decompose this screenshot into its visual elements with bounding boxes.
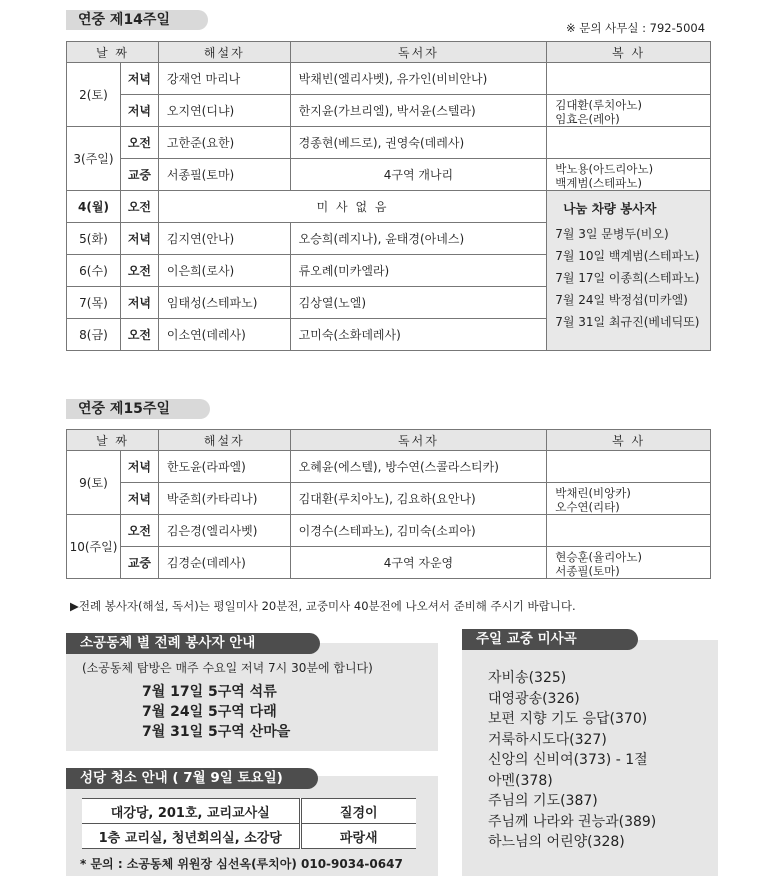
list-item: 하느님의 어린양(328) bbox=[488, 834, 625, 850]
list-item: 7월 3일 문병두(비오) bbox=[555, 227, 669, 241]
altar-cell bbox=[547, 63, 711, 95]
readers-cell: 고미숙(소화데레사) bbox=[290, 319, 547, 351]
cleaning-title: 성당 청소 안내 ( 7월 9일 토요일) bbox=[66, 768, 318, 789]
date-cell: 3(주일) bbox=[67, 127, 121, 191]
hymns-title: 주일 교중 미사곡 bbox=[462, 629, 638, 650]
community-subtitle: (소공동체 탐방은 매주 수요일 저녁 7시 30분에 합니다) bbox=[82, 661, 373, 675]
readers-cell: 한지윤(가브리엘), 박서윤(스텔라) bbox=[290, 95, 547, 127]
cleaning-group: 파랑새 bbox=[300, 824, 416, 849]
list-item: 거룩하시도다(327) bbox=[488, 731, 607, 748]
readers-cell: 오승희(레지나), 윤태경(아네스) bbox=[290, 223, 547, 255]
list-item: 7월 24일 박정섭(미카엘) bbox=[555, 293, 688, 307]
header-date: 날 짜 bbox=[67, 42, 159, 63]
altar-cell bbox=[547, 515, 711, 547]
table-row bbox=[67, 483, 711, 515]
header-altar: 복 사 bbox=[547, 430, 711, 451]
commentator-cell: 김지연(안나) bbox=[158, 223, 290, 255]
list-item: 주님께 나라와 권능과(389) bbox=[488, 813, 657, 830]
cleaning-place: 1층 교리실, 청년회의실, 소강당 bbox=[82, 824, 300, 849]
readers-cell: 김대환(루치아노), 김요하(요안나) bbox=[290, 483, 547, 515]
table-row bbox=[67, 95, 711, 127]
readers-cell: 이경수(스테파노), 김미숙(소피아) bbox=[290, 515, 547, 547]
cleaning-table bbox=[82, 798, 416, 849]
commentator-cell: 고한준(요한) bbox=[158, 127, 290, 159]
cleaning-place: 대강당, 201호, 교리교사실 bbox=[82, 799, 300, 824]
table-row bbox=[67, 547, 711, 579]
commentator-cell: 박준희(카타리나) bbox=[158, 483, 290, 515]
list-item: 7월 31일 최규진(베네딕또) bbox=[555, 315, 700, 329]
service-cell: 저녁 bbox=[120, 451, 158, 483]
header-commentator: 해설자 bbox=[158, 430, 290, 451]
readers-cell: 4구역 자운영 bbox=[290, 547, 547, 579]
community-list bbox=[142, 682, 290, 742]
week14-title: 연중 제14주일 bbox=[66, 10, 208, 30]
readers-cell: 4구역 개나리 bbox=[290, 159, 547, 191]
readers-cell: 김상열(노엘) bbox=[290, 287, 547, 319]
commentator-cell: 강재언 마리나 bbox=[158, 63, 290, 95]
table-row bbox=[82, 824, 416, 849]
hymns-list bbox=[488, 668, 656, 853]
week14-schedule-table bbox=[66, 41, 711, 351]
sharing-title: 나눔 차량 봉사자 bbox=[563, 201, 657, 216]
list-item: 7월 17일 이종희(스테파노) bbox=[555, 271, 700, 285]
altar-cell bbox=[547, 451, 711, 483]
list-item: 주님의 기도(387) bbox=[488, 793, 598, 809]
readers-cell: 경종현(베드로), 권영숙(데레사) bbox=[290, 127, 547, 159]
altar-cell: 박노용(아드리아노) 백계범(스테파노) bbox=[547, 159, 711, 191]
list-item: 7월 10일 백계범(스테파노) bbox=[555, 249, 700, 263]
list-item: 대영광송(326) bbox=[488, 690, 580, 707]
service-cell: 오전 bbox=[120, 515, 158, 547]
commentator-cell: 김경순(데레사) bbox=[158, 547, 290, 579]
commentator-cell: 이은희(로사) bbox=[158, 255, 290, 287]
week15-schedule-table bbox=[66, 429, 711, 579]
table-row bbox=[67, 451, 711, 483]
list-item: 신앙의 신비여(373) - 1절 bbox=[488, 752, 648, 768]
readers-cell: 박채빈(엘리사벳), 유가인(비비안나) bbox=[290, 63, 547, 95]
altar-cell: 박채린(비앙카) 오수연(리타) bbox=[547, 483, 711, 515]
table-row bbox=[67, 515, 711, 547]
service-cell: 교중 bbox=[120, 159, 158, 191]
commentator-cell: 임태성(스테파노) bbox=[158, 287, 290, 319]
office-contact: ※ 문의 사무실 : 792-5004 bbox=[566, 21, 706, 35]
commentator-cell: 한도윤(라파엘) bbox=[158, 451, 290, 483]
service-cell: 오전 bbox=[120, 319, 158, 351]
service-cell: 저녁 bbox=[120, 287, 158, 319]
readers-cell: 류오례(미카엘라) bbox=[290, 255, 547, 287]
service-cell: 저녁 bbox=[120, 63, 158, 95]
service-cell: 교중 bbox=[120, 547, 158, 579]
service-cell: 저녁 bbox=[120, 483, 158, 515]
cleaning-contact: * 문의 : 소공동체 위원장 심선옥(루치아) 010-9034-0647 bbox=[80, 857, 403, 871]
commentator-cell: 김은경(엘리사벳) bbox=[158, 515, 290, 547]
table-header bbox=[67, 430, 711, 451]
header-date: 날 짜 bbox=[67, 430, 159, 451]
header-readers: 독서자 bbox=[290, 42, 547, 63]
week15-title: 연중 제15주일 bbox=[66, 399, 210, 419]
preparation-note: ▶전례 봉사자(해설, 독서)는 평일미사 20분전, 교중미사 40분전에 나오셔서 준비해 주시기 바랍니다. bbox=[70, 599, 576, 613]
service-cell: 저녁 bbox=[120, 95, 158, 127]
date-cell: 4(월) bbox=[67, 191, 121, 223]
table-row bbox=[67, 159, 711, 191]
table-header bbox=[67, 42, 711, 63]
list-item: 아멘(378) bbox=[488, 772, 553, 789]
date-cell: 7(목) bbox=[67, 287, 121, 319]
sharing-list bbox=[555, 223, 710, 333]
commentator-cell: 이소연(데레사) bbox=[158, 319, 290, 351]
header-altar: 복 사 bbox=[547, 42, 711, 63]
table-row bbox=[67, 191, 711, 223]
service-cell: 오전 bbox=[120, 255, 158, 287]
list-item: 보편 지향 기도 응답(370) bbox=[488, 711, 648, 727]
community-title: 소공동체 별 전례 봉사자 안내 bbox=[66, 633, 320, 654]
list-item: 7월 24일 5구역 다래 bbox=[142, 704, 277, 720]
date-cell: 6(수) bbox=[67, 255, 121, 287]
date-cell: 5(화) bbox=[67, 223, 121, 255]
date-cell: 8(금) bbox=[67, 319, 121, 351]
list-item: 자비송(325) bbox=[488, 670, 567, 686]
table-row bbox=[67, 127, 711, 159]
commentator-cell: 오지연(디냐) bbox=[158, 95, 290, 127]
altar-cell: 현승훈(율리아노) 서종필(토마) bbox=[547, 547, 711, 579]
header-commentator: 해설자 bbox=[158, 42, 290, 63]
date-cell: 10(주일) bbox=[67, 515, 121, 579]
table-row bbox=[82, 799, 416, 824]
altar-cell bbox=[547, 127, 711, 159]
cleaning-group: 질경이 bbox=[300, 799, 416, 824]
service-cell: 오전 bbox=[120, 127, 158, 159]
altar-cell: 김대환(루치아노) 임효은(레아) bbox=[547, 95, 711, 127]
readers-cell: 오혜윤(에스텔), 방수연(스콜라스티카) bbox=[290, 451, 547, 483]
service-cell: 저녁 bbox=[120, 223, 158, 255]
list-item: 7월 17일 5구역 석류 bbox=[142, 684, 277, 700]
date-cell: 9(토) bbox=[67, 451, 121, 515]
service-cell: 오전 bbox=[120, 191, 158, 223]
header-readers: 독서자 bbox=[290, 430, 547, 451]
no-mass-cell: 미 사 없 음 bbox=[158, 191, 546, 223]
list-item: 7월 31일 5구역 산마을 bbox=[142, 724, 291, 740]
commentator-cell: 서종필(토마) bbox=[158, 159, 290, 191]
table-row bbox=[67, 63, 711, 95]
sharing-vehicle-panel bbox=[547, 191, 711, 351]
date-cell: 2(토) bbox=[67, 63, 121, 127]
